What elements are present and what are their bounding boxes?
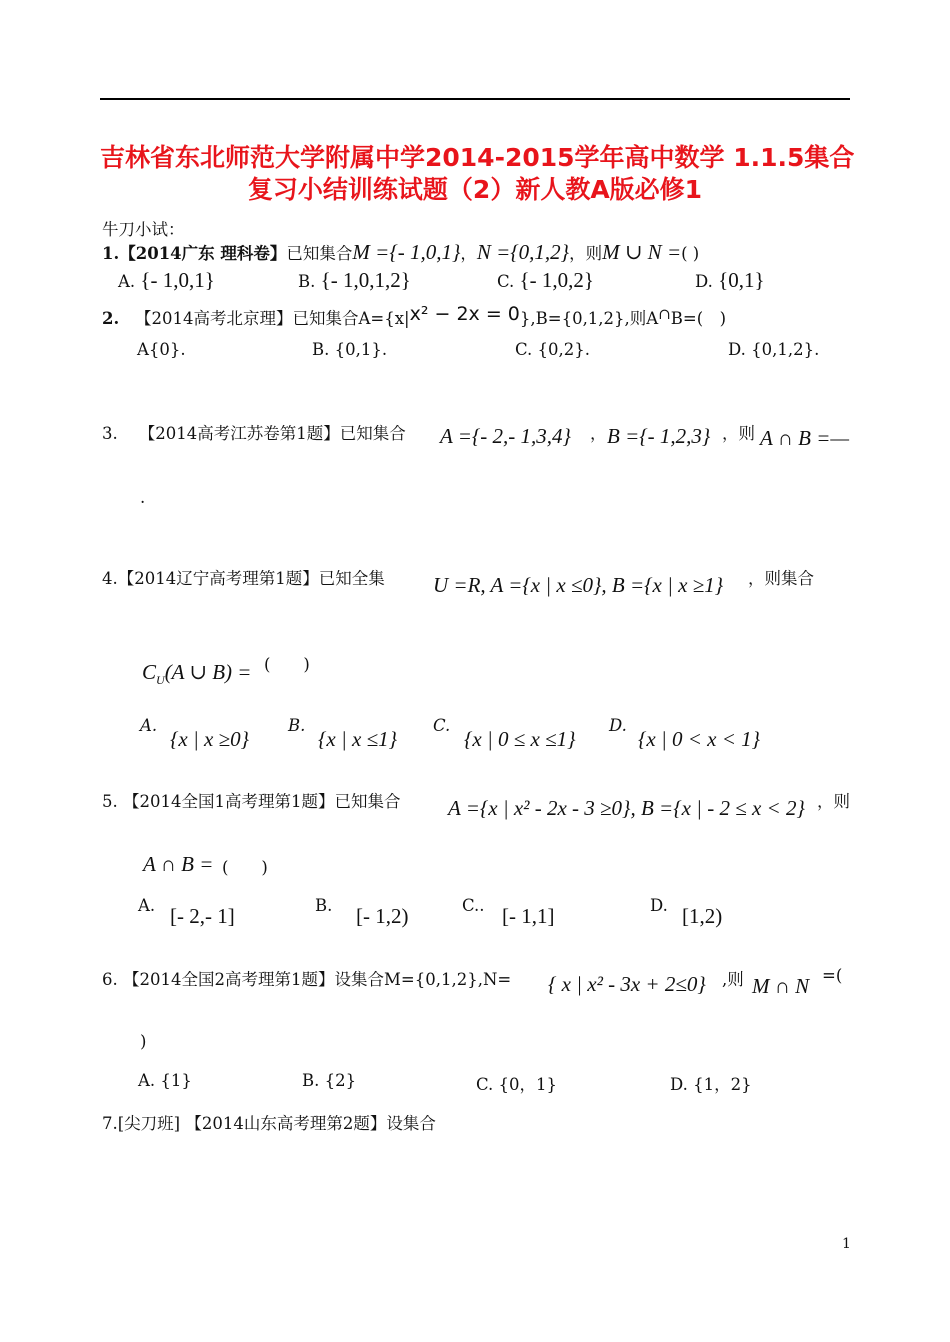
question-6-then: ,则 <box>722 970 744 989</box>
question-3-dot: . <box>140 488 146 507</box>
question-2-tag: 【2014高考北京理】 <box>134 309 293 328</box>
question-1-set-m: M ={- 1,0,1} <box>352 240 461 264</box>
question-4-option-c: {x | 0 ≤ x ≤1} <box>464 727 576 751</box>
question-5-text: 已知集合 <box>334 792 401 811</box>
question-1-set-n: N ={0,1,2} <box>476 240 570 264</box>
question-1-text: 已知集合 <box>286 244 353 263</box>
question-3-set-a: A ={- 2,- 1,3,4} <box>440 424 571 448</box>
question-6-option-c: C. {0，1} <box>476 1075 558 1094</box>
question-6-eq: =( <box>822 966 843 985</box>
question-2-text-1: 已知集合A={x| <box>292 309 410 328</box>
question-7-text: 设集合 <box>386 1114 436 1133</box>
question-1-comma: ， <box>460 244 477 263</box>
question-5-number: 5. <box>102 792 118 811</box>
question-2-text-3: B=( ) <box>670 309 727 328</box>
question-3-comma: ， <box>590 424 607 443</box>
question-5-option-d: [1,2) <box>682 904 723 928</box>
question-6-close-paren: ) <box>140 1032 147 1051</box>
document-title-line-2: 复习小结训练试题（2）新人教A版必修1 <box>247 175 703 204</box>
question-2-option-a: A{0}. <box>137 340 186 359</box>
question-4-number: 4. <box>102 569 118 588</box>
question-4-stem <box>102 565 385 589</box>
question-2-option-b: B. {0,1}. <box>312 340 388 359</box>
question-6-query: M ∩ N <box>752 974 810 998</box>
question-4-text: 已知全集 <box>318 569 385 588</box>
question-5-sets: A ={x | x² - 2x - 3 ≥0}, B ={x | - 2 ≤ x < 2} <box>448 796 805 820</box>
document-title-line-1: 吉林省东北师范大学附属中学2014-2015学年高中数学 1.1.5集合 <box>100 143 855 172</box>
question-6-tag: 【2014全国2高考理第1题】 <box>123 970 335 989</box>
question-6-number: 6. <box>102 970 118 989</box>
question-5-option-a-label: A. <box>138 896 156 915</box>
question-4-tag: 【2014辽宁高考理第1题】 <box>117 569 319 588</box>
question-3-stem <box>102 420 406 444</box>
question-5-option-a: [- 2,- 1] <box>170 904 235 928</box>
question-4-option-a: {x | x ≥0} <box>170 727 249 751</box>
question-6-option-d: D. {1，2} <box>670 1075 752 1094</box>
question-3-set-b: B ={- 1,2,3} <box>607 424 711 448</box>
question-6-text: 设集合M={0,1,2},N= <box>334 970 512 989</box>
question-4-option-b: {x | x ≤1} <box>318 727 397 751</box>
question-1-number: 1. <box>102 244 120 263</box>
question-3-then: ，则 <box>722 424 755 443</box>
question-7-stem <box>102 1110 436 1134</box>
question-2-cap-symbol: ∩ <box>658 305 671 323</box>
question-5-query: A ∩ B = <box>143 852 214 876</box>
question-5-option-c-label: C.. <box>462 896 485 915</box>
question-3-tag: 【2014高考江苏卷第1题】 <box>138 424 340 443</box>
question-1-tag: 【2014广东 理科卷】 <box>119 244 287 263</box>
question-4-query: $C_U(A$ ∪ B) = <box>142 660 252 688</box>
question-7-number: 7. <box>102 1114 118 1133</box>
question-5-option-c: [- 1,1] <box>502 904 555 928</box>
question-5-option-d-label: D. <box>650 896 668 915</box>
question-6-option-a: A. {1} <box>138 1071 192 1090</box>
question-1-query: M ∪ N = <box>602 240 682 264</box>
question-2-number: 2. <box>102 309 120 328</box>
question-7-tag: [尖刀班] 【2014山东高考理第2题】 <box>117 1114 387 1133</box>
question-2-text-2: },B={0,1,2},则A <box>519 309 659 328</box>
question-5-paren: ( ) <box>222 858 268 877</box>
question-2-equation: x² − 2x = 0 <box>409 303 520 325</box>
question-1-option-d: D. {0,1} <box>695 268 765 292</box>
question-6-option-b: B. {2} <box>302 1071 357 1090</box>
question-5-then: ，则 <box>817 792 850 811</box>
question-2-option-c: C. {0,2}. <box>515 340 591 359</box>
question-3-text: 已知集合 <box>339 424 406 443</box>
question-4-option-b-label: B. <box>288 716 306 735</box>
question-5-option-b: [- 1,2) <box>356 904 409 928</box>
question-4-sets: U =R, A ={x | x ≤0}, B ={x | x ≥1} <box>433 573 724 597</box>
question-1-option-c: C. {- 1,0,2} <box>497 268 594 292</box>
question-4-option-d-label: D. <box>609 716 627 735</box>
question-5-stem <box>102 788 401 812</box>
question-1-paren: ( ) <box>681 244 700 263</box>
question-1-stem <box>102 240 699 265</box>
question-5-tag: 【2014全国1高考理第1题】 <box>123 792 335 811</box>
header-rule <box>100 98 850 100</box>
question-1-option-a: A. {- 1,0,1} <box>118 268 215 292</box>
question-4-paren: ( ) <box>264 655 310 674</box>
question-2-stem <box>102 303 726 329</box>
question-6-set-n: { x | x² - 3x + 2≤0} <box>548 972 706 996</box>
question-5-option-b-label: B. <box>315 896 333 915</box>
question-4-option-d: {x | 0 < x < 1} <box>638 727 761 751</box>
question-1-option-b: B. {- 1,0,1,2} <box>298 268 411 292</box>
question-3-query: A ∩ B =— <box>760 426 850 450</box>
question-4-then: ，则集合 <box>748 569 814 588</box>
question-4-option-c-label: C. <box>433 716 451 735</box>
question-4-option-a-label: A. <box>140 716 158 735</box>
question-6-stem <box>102 966 511 990</box>
question-1-then: ，则 <box>569 244 603 263</box>
question-2-option-d: D. {0,1,2}. <box>728 340 820 359</box>
section-intro: 牛刀小试： <box>102 220 185 239</box>
page-number: 1 <box>842 1236 851 1252</box>
question-3-number: 3. <box>102 424 118 443</box>
